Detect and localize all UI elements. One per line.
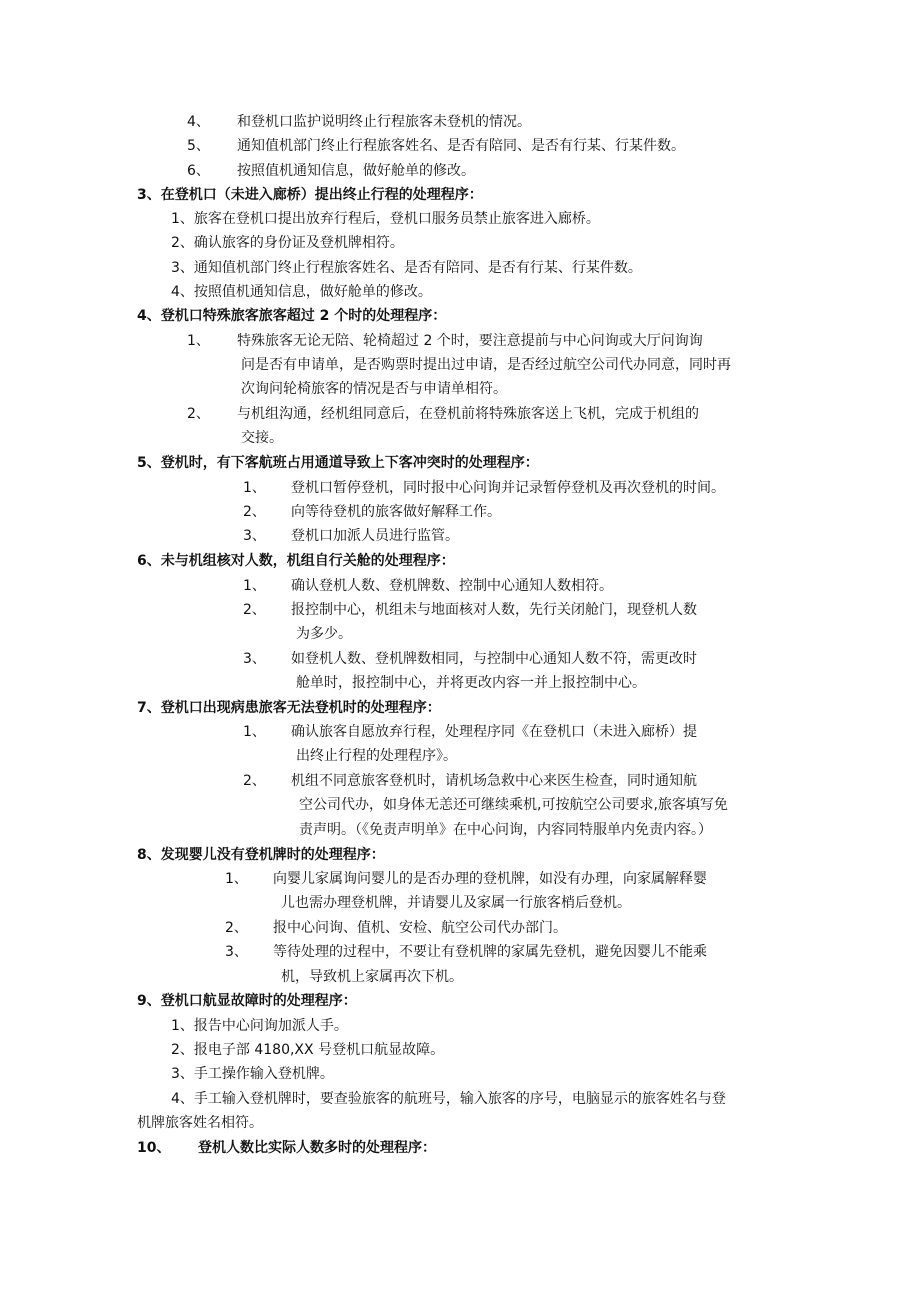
item-number: 1、 [243, 724, 266, 740]
item-text: 4、按照值机通知信息，做好舱单的修改。 [171, 284, 432, 300]
section-heading: 登机人数比实际人数多时的处理程序： [198, 1140, 436, 1156]
item-text-continued: 出终止行程的处理程序》。 [296, 748, 457, 764]
item-text: 按照值机通知信息，做好舱单的修改。 [237, 163, 475, 179]
item-number: 1、 [243, 480, 266, 496]
section-heading: 3、在登机口（未进入廊桥）提出终止行程的处理程序： [137, 187, 483, 203]
item-text: 通知值机部门终止行程旅客姓名、是否有陪同、是否有行某、行某件数。 [237, 138, 685, 154]
item-number: 3、 [225, 944, 248, 960]
item-text: 与机组沟通，经机组同意后，在登机前将特殊旅客送上飞机，完成于机组的 [237, 406, 699, 422]
section-heading: 7、登机口出现病患旅客无法登机时的处理程序： [137, 700, 441, 716]
item-text: 确认登机人数、登机牌数、控制中心通知人数相符。 [291, 578, 613, 594]
item-text: 确认旅客自愿放弃行程，处理程序同《在登机口（未进入廊桥）提 [291, 724, 697, 740]
item-number: 1、 [243, 578, 266, 594]
item-number: 5、 [187, 138, 210, 154]
item-text: 如登机人数、登机牌数相同，与控制中心通知人数不符，需更改时 [291, 651, 697, 667]
item-number: 3、 [243, 528, 266, 544]
item-number: 1、 [225, 871, 248, 887]
item-text-continued: 舱单时，报控制中心，并将更改内容一并上报控制中心。 [296, 675, 646, 691]
section-heading: 5、登机时，有下客航班占用通道导致上下客冲突时的处理程序： [137, 455, 539, 471]
item-text: 1、报告中心问询加派人手。 [171, 1018, 348, 1034]
section-number: 10、 [137, 1140, 171, 1156]
item-text: 登机口暂停登机，同时报中心问询并记录暂停登机及再次登机的时间。 [291, 480, 725, 496]
item-text: 向婴儿家属询问婴儿的是否办理的登机牌，如没有办理，向家属解释婴 [273, 871, 707, 887]
item-number: 4、 [187, 114, 210, 130]
item-text: 特殊旅客无论无陪、轮椅超过 2 个时，要注意提前与中心问询或大厅问询询 [237, 333, 703, 349]
item-number: 1、 [187, 333, 210, 349]
item-text: 2、报电子部 4180,XX 号登机口航显故障。 [171, 1042, 445, 1058]
item-text-continued: 机，导致机上家属再次下机。 [281, 969, 463, 985]
section-heading: 8、发现婴儿没有登机牌时的处理程序： [137, 847, 385, 863]
item-text: 4、手工输入登机牌时，要查验旅客的航班号，输入旅客的序号，电脑显示的旅客姓名与登 [171, 1091, 726, 1107]
item-text-continued: 责声明。（《免责声明单》在中心问询，内容同特服单内免责内容。） [299, 822, 712, 838]
item-number: 2、 [243, 773, 266, 789]
item-text: 1、旅客在登机口提出放弃行程后，登机口服务员禁止旅客进入廊桥。 [171, 211, 600, 227]
item-text-continued: 为多少。 [296, 626, 352, 642]
section-heading: 4、登机口特殊旅客旅客超过 2 个时的处理程序： [137, 308, 447, 324]
item-text: 登机口加派人员进行监管。 [291, 528, 459, 544]
item-text-continued: 儿也需办理登机牌，并请婴儿及家属一行旅客梢后登机。 [281, 895, 631, 911]
item-text-continued: 问是否有申请单，是否购票时提出过申请，是否经过航空公司代办同意，同时再 [241, 357, 731, 373]
section-heading: 9、登机口航显故障时的处理程序： [137, 993, 357, 1009]
item-text: 报中心问询、值机、安检、航空公司代办部门。 [273, 920, 567, 936]
item-number: 6、 [187, 163, 210, 179]
item-number: 2、 [225, 920, 248, 936]
item-text: 和登机口监护说明终止行程旅客未登机的情况。 [237, 114, 531, 130]
item-text: 向等待登机的旅客做好解释工作。 [291, 504, 501, 520]
item-text-continued: 空公司代办，如身体无恙还可继续乘机,可按航空公司要求,旅客填写免 [299, 797, 728, 813]
item-text-continued: 交接。 [241, 430, 283, 446]
item-text: 报控制中心，机组未与地面核对人数，先行关闭舱门，现登机人数 [291, 602, 697, 618]
item-number: 2、 [187, 406, 210, 422]
item-text-continued: 机牌旅客姓名相符。 [137, 1115, 263, 1131]
item-text: 3、通知值机部门终止行程旅客姓名、是否有陪同、是否有行某、行某件数。 [171, 260, 642, 276]
item-text: 3、手工操作输入登机牌。 [171, 1066, 334, 1082]
item-text: 等待处理的过程中，不要让有登机牌的家属先登机，避免因婴儿不能乘 [273, 944, 707, 960]
item-text-continued: 次询问轮椅旅客的情况是否与申请单相符。 [241, 381, 507, 397]
item-text: 机组不同意旅客登机时，请机场急救中心来医生检查，同时通知航 [291, 773, 697, 789]
item-number: 3、 [243, 651, 266, 667]
item-number: 2、 [243, 504, 266, 520]
item-number: 2、 [243, 602, 266, 618]
section-heading: 6、未与机组核对人数，机组自行关舱的处理程序： [137, 553, 455, 569]
item-text: 2、确认旅客的身份证及登机牌相符。 [171, 235, 404, 251]
